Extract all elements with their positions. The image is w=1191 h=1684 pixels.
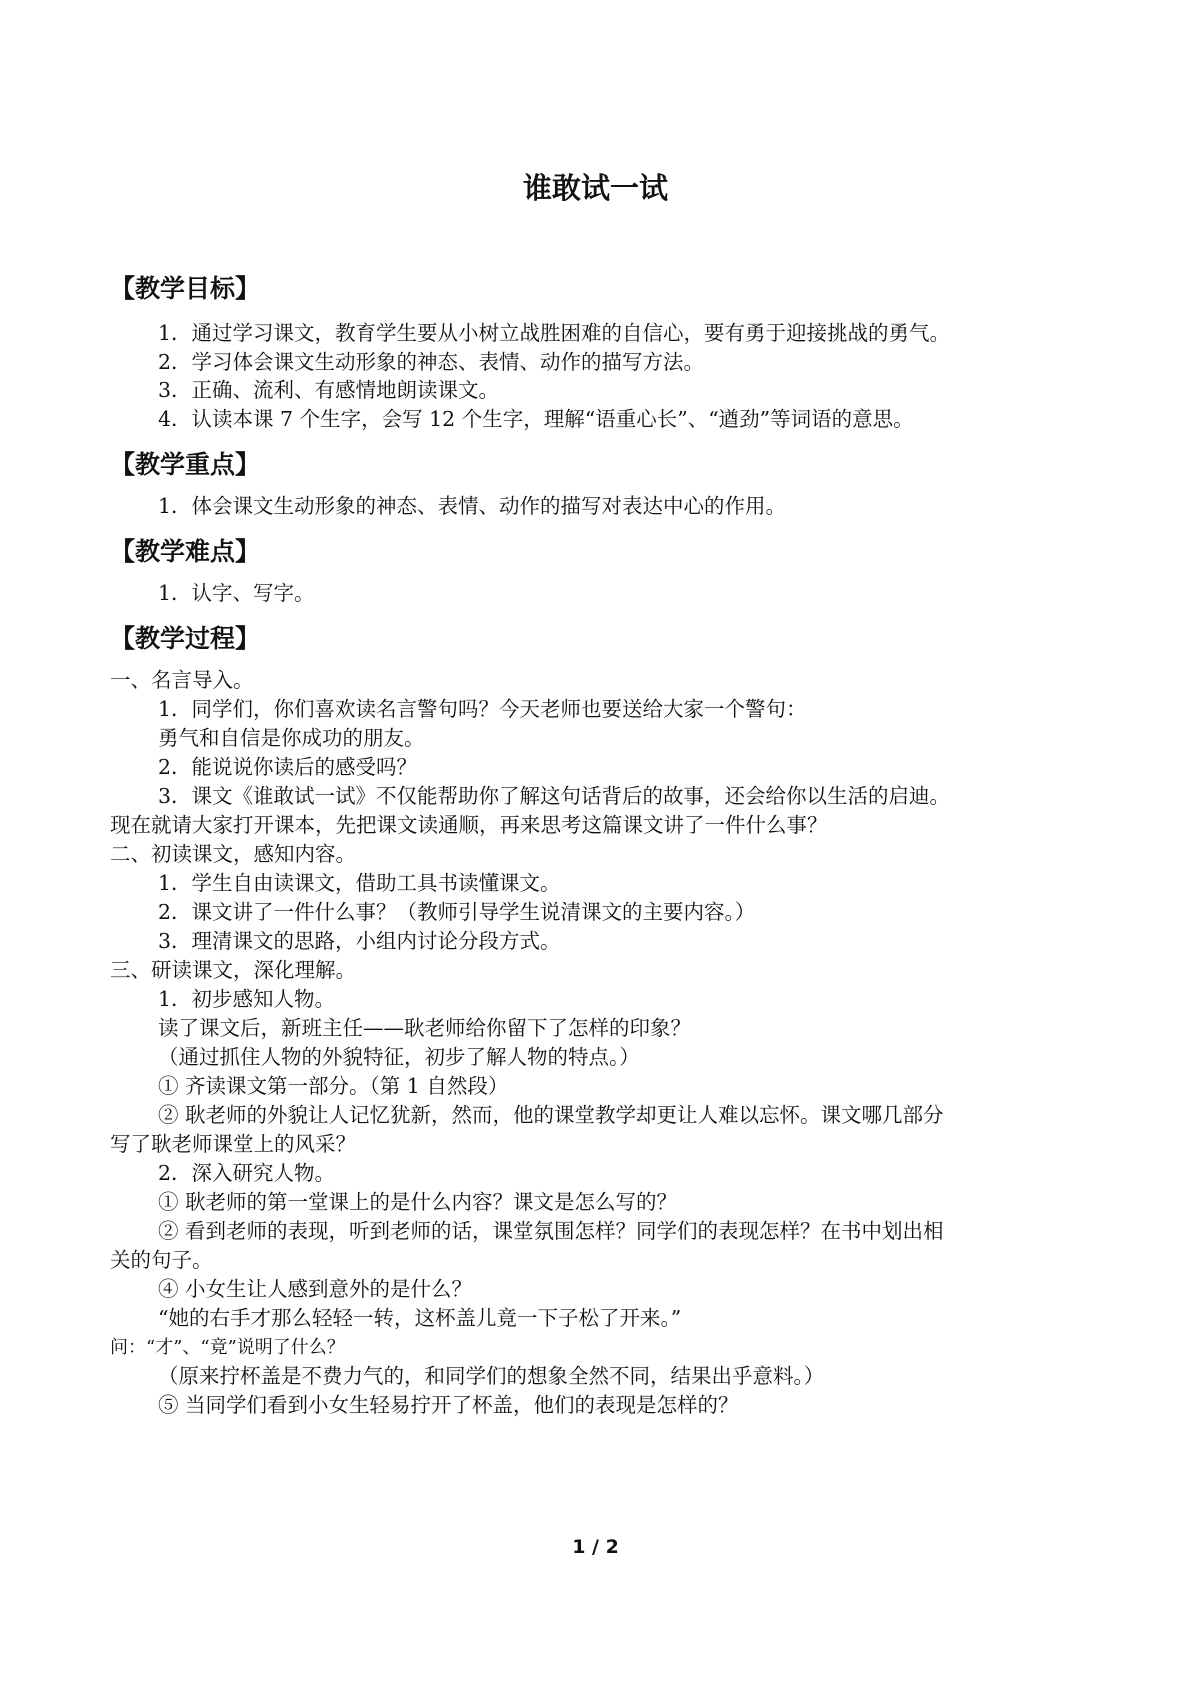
section-heading-goals: 【教学目标】	[110, 274, 261, 303]
process-line: ④ 小女生让人感到意外的是什么？	[158, 1277, 473, 1301]
process-line: 三、研读课文，深化理解。	[110, 958, 356, 982]
section-heading-key: 【教学重点】	[110, 450, 261, 479]
process-line: 二、初读课文，感知内容。	[110, 842, 356, 866]
goal-item: 2．学习体会课文生动形象的神态、表情、动作的描写方法。	[158, 350, 705, 374]
process-line: 问：“才”、“竟”说明了什么？	[110, 1337, 345, 1358]
section-heading-difficulty: 【教学难点】	[110, 537, 261, 566]
process-line: （原来拧杯盖是不费力气的，和同学们的想象全然不同，结果出乎意料。）	[158, 1364, 825, 1388]
process-line: 读了课文后，新班主任——耿老师给你留下了怎样的印象？	[158, 1016, 691, 1040]
process-line: 1．同学们，你们喜欢读名言警句吗？今天老师也要送给大家一个警句：	[158, 697, 807, 721]
process-line: ② 看到老师的表现，听到老师的话，课堂氛围怎样？同学们的表现怎样？在书中划出相	[158, 1219, 944, 1243]
goal-item: 3．正确、流利、有感情地朗读课文。	[158, 378, 500, 402]
process-line: ① 耿老师的第一堂课上的是什么内容？课文是怎么写的？	[158, 1190, 678, 1214]
process-line: “她的右手才那么轻轻一转，这杯盖儿竟一下子松了开来。”	[158, 1306, 682, 1330]
goal-item: 4．认读本课 7 个生字，会写 12 个生字，理解“语重心长”、“遒劲”等词语的意思。	[158, 407, 914, 431]
goal-item: 1．通过学习课文，教育学生要从小树立战胜困难的自信心，要有勇于迎接挑战的勇气。	[158, 321, 951, 345]
process-line: ⑤ 当同学们看到小女生轻易拧开了杯盖，他们的表现是怎样的？	[158, 1393, 739, 1417]
section-heading-process: 【教学过程】	[110, 624, 261, 653]
process-line: 2．能说说你读后的感受吗？	[158, 755, 418, 779]
page-number: 1 / 2	[572, 1536, 619, 1558]
process-line: 3．理清课文的思路，小组内讨论分段方式。	[158, 929, 561, 953]
document-title: 谁敢试一试	[522, 171, 668, 205]
process-line: 勇气和自信是你成功的朋友。	[158, 726, 425, 750]
key-item: 1．体会课文生动形象的神态、表情、动作的描写对表达中心的作用。	[158, 494, 787, 518]
process-line: 3．课文《谁敢试一试》不仅能帮助你了解这句话背后的故事，还会给你以生活的启迪。	[158, 784, 951, 808]
process-line: 2．深入研究人物。	[158, 1161, 336, 1185]
process-line: 写了耿老师课堂上的风采？	[110, 1132, 356, 1156]
process-line: ① 齐读课文第一部分。（第 1 自然段）	[158, 1074, 509, 1098]
process-line: （通过抓住人物的外貌特征，初步了解人物的特点。）	[158, 1045, 640, 1069]
process-line: 2．课文讲了一件什么事？（教师引导学生说清课文的主要内容。）	[158, 900, 756, 924]
process-line: 1．学生自由读课文，借助工具书读懂课文。	[158, 871, 561, 895]
process-line: 一、名言导入。	[110, 668, 254, 692]
process-line: 1．初步感知人物。	[158, 987, 336, 1011]
process-line: ② 耿老师的外貌让人记忆犹新，然而，他的课堂教学却更让人难以忘怀。课文哪几部分	[158, 1103, 944, 1127]
process-line: 关的句子。	[110, 1248, 213, 1272]
process-line: 现在就请大家打开课本，先把课文读通顺，再来思考这篇课文讲了一件什么事？	[110, 813, 828, 837]
difficulty-item: 1．认字、写字。	[158, 581, 315, 605]
